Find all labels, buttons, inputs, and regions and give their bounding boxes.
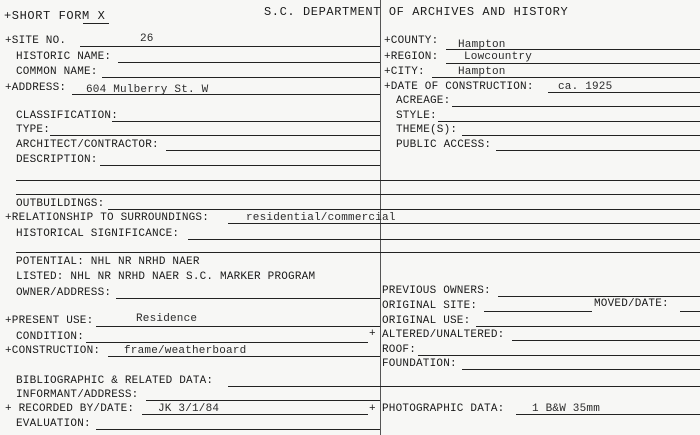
construction-value: frame/weatherboard xyxy=(124,345,247,357)
recorded-by-line xyxy=(142,414,368,415)
owner-address-label: OWNER/ADDRESS: xyxy=(16,287,112,299)
moved-date-line xyxy=(680,311,700,312)
present-use-label: +PRESENT USE: xyxy=(5,315,94,327)
condition-line xyxy=(86,342,368,343)
site-no-value: 26 xyxy=(140,33,154,45)
original-use-line xyxy=(476,326,700,327)
foundation-line xyxy=(462,369,700,370)
photographic-data-line xyxy=(516,414,700,415)
recorded-by-label: + RECORDED BY/DATE: xyxy=(5,403,135,415)
foundation-label: FOUNDATION: xyxy=(382,358,457,370)
address-line xyxy=(72,94,380,95)
common-name-label: COMMON NAME: xyxy=(16,66,98,78)
style-label: STYLE: xyxy=(396,110,437,122)
outbuildings-line xyxy=(108,209,700,210)
original-site-line xyxy=(484,311,592,312)
present-use-line xyxy=(96,326,380,327)
county-value: Hampton xyxy=(458,39,506,51)
relationship-value: residential/commercial xyxy=(246,212,396,224)
short-form-label: +SHORT FORM X xyxy=(4,9,106,23)
acreage-line xyxy=(452,106,700,107)
condition-label: CONDITION: xyxy=(16,331,85,343)
moved-date-label: MOVED/DATE: xyxy=(594,298,669,310)
region-label: +REGION: xyxy=(384,51,439,63)
city-label: +CITY: xyxy=(384,66,425,78)
short-form-underline xyxy=(83,23,109,24)
potential-label: POTENTIAL: NHL NR NRHD NAER xyxy=(16,256,200,268)
date-of-construction-line xyxy=(548,92,700,93)
public-access-label: PUBLIC ACCESS: xyxy=(396,139,492,151)
address-label: +ADDRESS: xyxy=(5,82,67,94)
form-title: S.C. DEPARTMENT OF ARCHIVES AND HISTORY xyxy=(264,5,569,19)
historical-significance-line xyxy=(188,239,700,240)
themes-label: THEME(S): xyxy=(396,124,458,136)
owner-address-line xyxy=(116,298,380,299)
public-access-line xyxy=(496,150,700,151)
description-line-2 xyxy=(16,180,700,181)
photographic-data-label: PHOTOGRAPHIC DATA: xyxy=(382,403,505,415)
evaluation-label: EVALUATION: xyxy=(16,418,91,430)
listed-label: LISTED: NHL NR NRHD NAER S.C. MARKER PROGRAM xyxy=(16,271,316,283)
construction-line xyxy=(108,356,380,357)
city-line xyxy=(432,77,700,78)
type-label: TYPE: xyxy=(16,124,51,136)
site-no-label: +SITE NO. xyxy=(5,35,67,47)
description-line-3 xyxy=(16,194,700,195)
roof-label: ROOF: xyxy=(382,344,417,356)
relationship-label: +RELATIONSHIP TO SURROUNDINGS: xyxy=(5,212,210,224)
roof-line xyxy=(418,355,700,356)
acreage-label: ACREAGE: xyxy=(396,95,451,107)
type-line xyxy=(50,135,380,136)
style-line xyxy=(438,121,700,122)
bibliographic-line xyxy=(228,386,700,387)
date-of-construction-value: ca. 1925 xyxy=(558,81,613,93)
bibliographic-label: BIBLIOGRAPHIC & RELATED DATA: xyxy=(16,375,214,387)
classification-label: CLASSIFICATION: xyxy=(16,110,119,122)
present-use-value: Residence xyxy=(136,313,198,325)
architect-line xyxy=(166,150,380,151)
previous-owners-label: PREVIOUS OWNERS: xyxy=(382,285,491,297)
address-value: 604 Mulberry St. W xyxy=(86,84,209,96)
description-label: DESCRIPTION: xyxy=(16,154,98,166)
county-label: +COUNTY: xyxy=(384,35,439,47)
historic-name-line xyxy=(118,62,380,63)
original-site-label: ORIGINAL SITE: xyxy=(382,300,478,312)
relationship-line xyxy=(228,223,700,224)
significance-line-2 xyxy=(16,252,700,253)
themes-line xyxy=(462,135,700,136)
recorded-by-value: JK 3/1/84 xyxy=(158,403,220,415)
historical-significance-label: HISTORICAL SIGNIFICANCE: xyxy=(16,228,180,240)
altered-unaltered-line xyxy=(512,340,700,341)
description-line xyxy=(100,165,380,166)
region-line xyxy=(446,63,700,64)
construction-label: +CONSTRUCTION: xyxy=(5,345,101,357)
previous-owners-line xyxy=(498,296,700,297)
common-name-line xyxy=(102,77,380,78)
informant-label: INFORMANT/ADDRESS: xyxy=(16,389,139,401)
outbuildings-label: OUTBUILDINGS: xyxy=(16,198,105,210)
architect-label: ARCHITECT/CONTRACTOR: xyxy=(16,139,159,151)
city-value: Hampton xyxy=(458,66,506,78)
informant-line xyxy=(146,400,380,401)
county-line xyxy=(446,49,700,50)
historic-name-label: HISTORIC NAME: xyxy=(16,51,112,63)
date-of-construction-label: +DATE OF CONSTRUCTION: xyxy=(384,81,534,93)
recorded-plus: + xyxy=(369,403,376,415)
altered-unaltered-label: ALTERED/UNALTERED: xyxy=(382,329,505,341)
photographic-data-value: 1 B&W 35mm xyxy=(532,403,601,415)
original-use-label: ORIGINAL USE: xyxy=(382,315,471,327)
condition-plus: + xyxy=(369,328,376,340)
evaluation-line xyxy=(96,429,380,430)
region-value: Lowcountry xyxy=(464,51,533,63)
site-no-line xyxy=(80,46,380,47)
classification-line xyxy=(112,121,380,122)
